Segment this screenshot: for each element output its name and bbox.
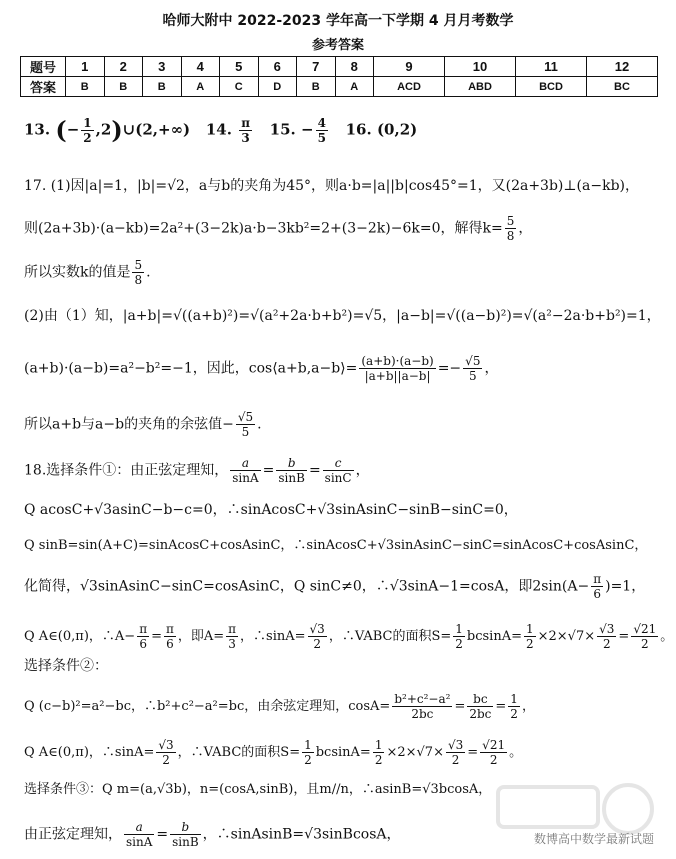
denominator: sinB	[172, 835, 199, 849]
denominator: sinA	[232, 471, 259, 485]
text-segment: bcsinA=	[466, 629, 522, 644]
denominator: 2bc	[469, 707, 492, 721]
q13-part-c: ∪(2,+∞)	[122, 120, 191, 139]
fraction	[373, 738, 385, 767]
table-cell: BCD	[516, 77, 587, 97]
table-row	[21, 57, 658, 77]
fraction	[308, 622, 327, 651]
denominator: 8	[134, 273, 143, 287]
numerator: 1	[374, 738, 383, 752]
table-cell: 10	[445, 57, 516, 77]
numerator: a	[230, 456, 260, 471]
denominator: sinA	[126, 835, 153, 849]
fraction	[132, 258, 144, 287]
text-segment: =	[151, 629, 162, 644]
q17-line-2: 则(2a+3b)·(a−kb)=2a²+(3−2k)a·b−3kb²=2+(3−2k)−6k=0，解得k= $\frac{5}{8}$ ，	[24, 214, 533, 243]
table-cell: 7	[297, 57, 336, 77]
numerator: (a+b)·(a−b)	[361, 354, 434, 368]
denominator: 2	[489, 753, 498, 767]
q18-line-7	[24, 692, 535, 721]
fraction	[524, 622, 536, 651]
table-cell: 2	[104, 57, 143, 77]
denominator: 2	[455, 637, 463, 651]
q18-line-4	[24, 572, 645, 601]
denominator: 5	[241, 425, 250, 439]
denominator: sinC	[324, 471, 352, 485]
q17-line-5: (a+b)·(a−b)=a²−b²=−1，因此，cos⟨a+b,a−b⟩= $\frac{(a+b)\cdot(a-b)}{|a+b||a-b|}$ =− $\frac{√5}{5}$ ，	[24, 354, 499, 383]
denominator: 3	[228, 637, 236, 651]
denominator: 2	[83, 131, 92, 145]
numerator: √5	[465, 354, 481, 368]
text-segment: Q A∈(0,π)，∴sinA=	[24, 745, 155, 760]
paren-close: )	[111, 115, 123, 145]
numerator: √21	[633, 622, 657, 636]
q18-line-10	[24, 820, 401, 849]
table-cell: 5	[220, 57, 259, 77]
q17-line-6: 所以a+b与a−b的夹角的余弦值− $\frac{√5}{5}$ .	[24, 410, 262, 439]
text-segment: 所以a+b与a−b的夹角的余弦值−	[24, 416, 234, 433]
denominator: 3	[241, 131, 250, 145]
denominator: sinB	[278, 471, 305, 485]
fraction	[392, 692, 452, 721]
text-segment: ，∴VABC的面积S=	[177, 745, 301, 760]
denominator: 2	[304, 753, 312, 767]
table-cell: 12	[587, 57, 658, 77]
numerator: 4	[317, 116, 326, 130]
table-cell: 3	[143, 57, 182, 77]
text-segment: Q A∈(0,π)，∴A−	[24, 629, 136, 644]
page-subtitle: 参考答案	[311, 38, 364, 53]
numerator: b²+c²−a²	[394, 692, 451, 706]
q16-value: (0,2)	[376, 120, 418, 139]
text-segment: bcsinA=	[315, 745, 371, 760]
denominator: 8	[506, 229, 515, 243]
fraction	[631, 622, 658, 651]
numerator: 1	[525, 622, 534, 636]
q13-label: 13.	[24, 120, 51, 139]
q18-line-3: Q sinB=sin(A+C)=sinAcosC+cosAsinC，∴sinAcosC+√3sinAsinC−sinC=sinAcosC+cosAsinC，	[24, 538, 648, 553]
denominator: 5	[317, 131, 326, 145]
numerator: a	[124, 820, 154, 835]
text-segment: 化简得，√3sinAsinC−sinC=cosAsinC，Q sinC≠0，∴√3sinA−1=cosA，即2sin(A−	[24, 578, 590, 595]
q18-line-2: Q acosC+√3asinC−b−c=0，∴sinAcosC+√3sinAsinC−sinB−sinC=0，	[24, 502, 518, 518]
table-cell: 4	[181, 57, 220, 77]
fraction	[124, 820, 154, 849]
fraction	[230, 456, 260, 485]
numerator: π	[139, 622, 148, 636]
q18-line-8	[24, 738, 522, 767]
q13-minus: −	[66, 120, 80, 139]
numerator: 5	[134, 258, 143, 272]
fraction	[505, 214, 517, 243]
table-cell: A	[335, 77, 374, 97]
fraction	[323, 456, 354, 485]
fraction	[164, 622, 176, 651]
fraction	[591, 572, 603, 601]
denominator: 2	[313, 637, 321, 651]
numerator: √21	[482, 738, 506, 752]
text-segment: =−	[437, 360, 462, 377]
fraction	[226, 622, 238, 651]
q16-label: 16.	[345, 120, 372, 139]
denominator: 2	[525, 637, 534, 651]
numerator: √3	[158, 738, 174, 752]
text-segment: 所以实数k的值是	[24, 264, 131, 281]
denominator: 2	[510, 707, 518, 721]
text-segment: ，	[521, 699, 535, 714]
fraction	[302, 738, 314, 767]
q17-line-4: (2)由（1）知，|a+b|=√((a+b)²)=√(a²+2a·b+b²)=√5，|a−b|=√((a−b)²)=√(a²−2a·b+b²)=1，	[24, 308, 661, 324]
numerator: bc	[467, 692, 493, 707]
denominator: 6	[166, 637, 174, 651]
table-cell: A	[181, 77, 220, 97]
watermark-text: 数博高中数学最新试题	[533, 832, 654, 846]
numerator: c	[323, 456, 354, 471]
table-cell: ACD	[374, 77, 445, 97]
denominator: 2	[602, 637, 611, 651]
text-segment: (a+b)·(a−b)=a²−b²=−1，因此，cos⟨a+b,a−b⟩=	[24, 360, 358, 377]
table-cell: 8	[335, 57, 374, 77]
fill-in-answers	[24, 116, 417, 145]
numerator: √3	[599, 622, 615, 636]
fraction	[480, 738, 507, 767]
denominator: 2	[374, 753, 383, 767]
numerator: √3	[309, 622, 325, 636]
q15-minus: −	[301, 120, 314, 139]
table-cell: C	[220, 77, 259, 97]
denominator: |a+b||a−b|	[364, 369, 431, 383]
numerator: π	[241, 116, 250, 130]
q17-line-1: 17. (1)因|a|=1，|b|=√2，a与b的夹角为45°，则a·b=|a||b|cos45°=1，又(2a+3b)⊥(a−kb)，	[24, 178, 640, 194]
fraction	[137, 622, 149, 651]
table-cell: B	[104, 77, 143, 97]
text-segment: 。	[509, 745, 523, 760]
q14-label: 14.	[205, 120, 232, 139]
q18-line-5	[24, 622, 673, 651]
table-cell: 11	[516, 57, 587, 77]
table-cell: 1	[66, 57, 105, 77]
table-cell: B	[66, 77, 105, 97]
denominator: 5	[468, 369, 477, 383]
text-segment: =	[618, 629, 630, 644]
fraction	[467, 692, 493, 721]
table-row	[21, 77, 658, 97]
table-cell: B	[143, 77, 182, 97]
q18-line-6: 选择条件②：	[24, 658, 108, 674]
fraction	[446, 738, 465, 767]
page-title: 哈师大附中 2022-2023 学年高一下学期 4 月月考数学	[162, 13, 514, 29]
text-segment: ，∴sinA=	[240, 629, 306, 644]
numerator: √5	[237, 410, 254, 424]
numerator: 1	[304, 738, 312, 752]
table-cell: D	[258, 77, 297, 97]
denominator: 2	[162, 753, 170, 767]
fraction	[236, 410, 255, 439]
fraction	[359, 354, 435, 383]
numerator: √3	[447, 738, 464, 752]
q18-line-1: 18.选择条件①：由正弦定理知， $\frac{a}{\sin A}$ = $\frac{b}{\sin B}$ = $\frac{c}{\sin C}$ ，	[24, 456, 370, 485]
text-segment: ×2×√7×	[537, 629, 596, 644]
text-segment: =	[467, 745, 479, 760]
denominator: 2	[640, 637, 649, 651]
text-segment: 由正弦定理知，	[24, 826, 122, 843]
table-header-cell: 答案	[21, 77, 66, 97]
text-segment: ，即A=	[177, 629, 225, 644]
text-segment: ，∴VABC的面积S=	[328, 629, 452, 644]
table-cell: BC	[587, 77, 658, 97]
numerator: 1	[83, 116, 92, 130]
answer-table	[20, 56, 658, 97]
numerator: π	[165, 622, 174, 636]
q15-label: 15.	[269, 120, 296, 139]
text-segment: )=1，	[605, 578, 646, 595]
table-header-cell: 题号	[21, 57, 66, 77]
text-segment: ，∴sinAsinB=√3sinBcosA，	[202, 826, 401, 843]
text-segment: =	[495, 699, 507, 714]
text-segment: =	[454, 699, 466, 714]
fraction	[463, 354, 482, 383]
text-segment: 。	[660, 629, 674, 644]
fraction	[597, 622, 616, 651]
text-segment: 则(2a+3b)·(a−kb)=2a²+(3−2k)a·b−3kb²=2+(3−2k)−6k=0，解得k=	[24, 220, 503, 237]
numerator: 1	[510, 692, 518, 706]
numerator: 1	[455, 622, 463, 636]
q17-line-3: 所以实数k的值是 $\frac{5}{8}$ .	[24, 258, 151, 287]
table-cell: 6	[258, 57, 297, 77]
fraction	[453, 622, 465, 651]
denominator: 6	[139, 637, 147, 651]
table-cell: 9	[374, 57, 445, 77]
numerator: 5	[506, 214, 515, 228]
numerator: b	[276, 456, 307, 471]
text-segment: =	[156, 826, 169, 843]
q13-fraction	[81, 116, 93, 145]
q15-fraction	[316, 116, 328, 145]
denominator: 2bc	[411, 707, 434, 721]
q13-part-b: ,2	[95, 120, 112, 139]
text-segment: Q (c−b)²=a²−bc，∴b²+c²−a²=bc，由余弦定理知，cosA=	[24, 699, 391, 714]
fraction	[170, 820, 201, 849]
table-cell: ABD	[445, 77, 516, 97]
denominator: 6	[593, 587, 601, 601]
text-segment: 18.选择条件①：由正弦定理知，	[24, 462, 229, 479]
text-segment: ×2×√7×	[386, 745, 444, 760]
numerator: π	[593, 572, 602, 586]
fraction	[276, 456, 307, 485]
numerator: π	[228, 622, 237, 636]
fraction	[156, 738, 175, 767]
denominator: 2	[451, 753, 460, 767]
numerator: b	[170, 820, 201, 835]
q14-fraction	[239, 116, 252, 145]
q18-line-9: 选择条件③：Q m=(a,√3b)，n=(cosA,sinB)，且m//n，∴asinB=√3bcosA，	[24, 782, 492, 797]
fraction	[508, 692, 520, 721]
table-cell: B	[297, 77, 336, 97]
paren-open: (	[55, 115, 67, 145]
